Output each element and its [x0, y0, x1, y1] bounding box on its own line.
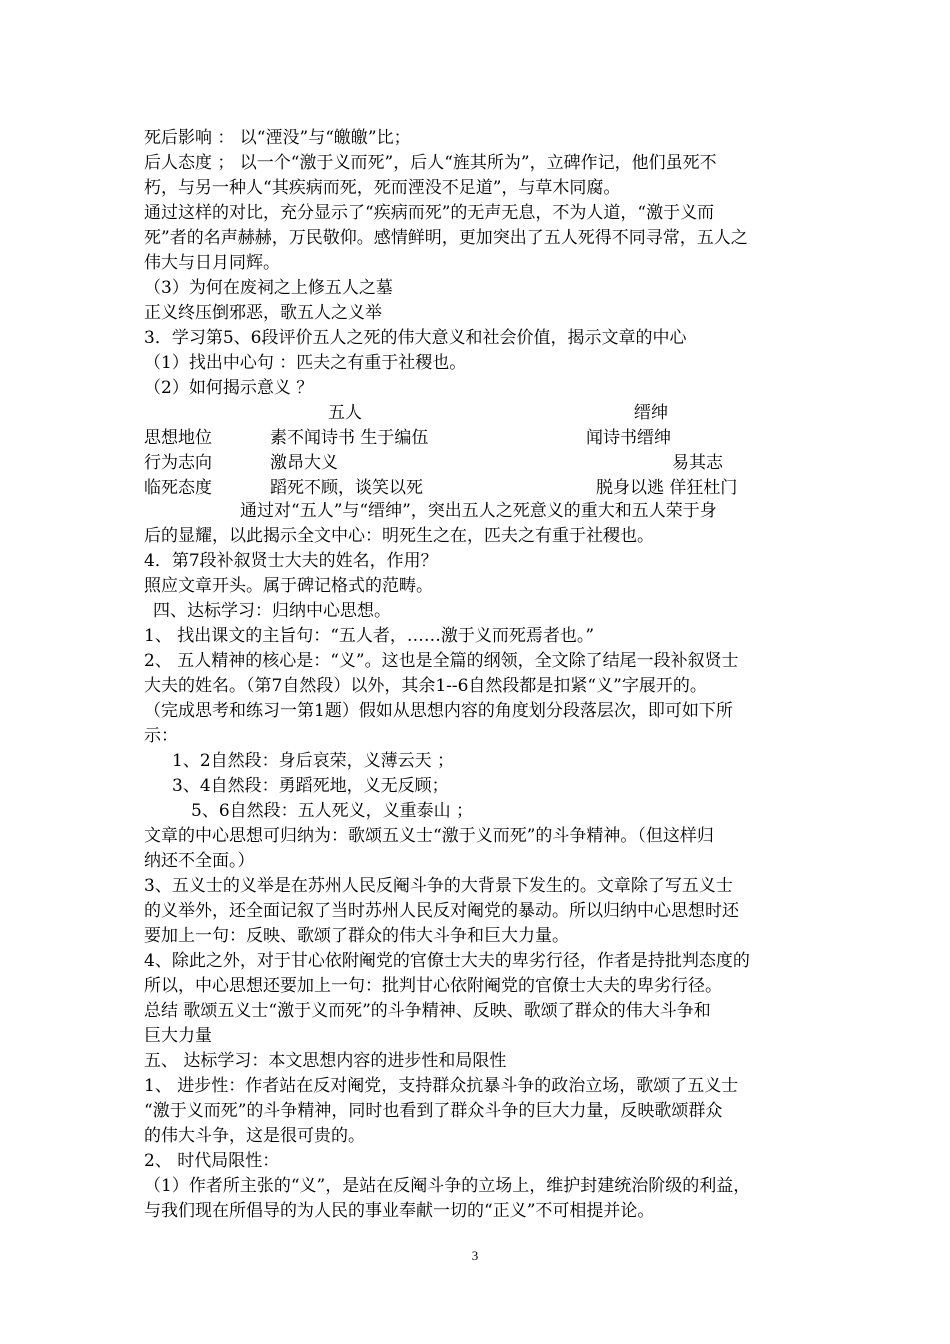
- table-cell: 素不闻诗书 生于编伍: [270, 428, 429, 448]
- text-line: （1）作者所主张的“义”，是站在反阉斗争的立场上，维护封建统治阶级的利益，: [144, 1176, 751, 1196]
- text-line: 4、除此之外，对于甘心依附阉党的官僚士大夫的卑劣行径，作者是持批判态度的: [144, 951, 750, 971]
- text-line: 通过对“五人”与“缙绅”，突出五人之死意义的重大和五人荣于身: [240, 501, 717, 521]
- table-header-wuren: 五人: [328, 403, 362, 423]
- table-header-jinshen: 缙绅: [634, 403, 668, 423]
- text-line: 3、五义士的义举是在苏州人民反阉斗争的大背景下发生的。文章除了写五义士: [144, 876, 733, 896]
- text-line: 2、 时代局限性：: [144, 1151, 280, 1171]
- text-line: 1、 进步性：作者站在反对阉党，支持群众抗暴斗争的政治立场，歌颂了五义士: [144, 1076, 739, 1096]
- text-line: 的伟大斗争，这是很可贵的。: [144, 1126, 365, 1146]
- text-line: 要加上一句：反映、歌颂了群众的伟大斗争和巨大力量。: [144, 926, 569, 946]
- text-line: 2、 五人精神的核心是：“义”。这也是全篇的纲领，全文除了结尾一段补叙贤士: [144, 651, 739, 671]
- text-line: 所以，中心思想还要加上一句：批判甘心依附阉党的官僚士大夫的卑劣行径。: [144, 976, 722, 996]
- table-cell: 易其志: [672, 453, 723, 473]
- text-line: 纳还不全面。）: [144, 851, 255, 871]
- text-line: 1、 找出课文的主旨句：“五人者，……激于义而死焉者也。”: [144, 626, 595, 646]
- list-item: 3、4自然段：勇蹈死地，义无反顾；: [172, 776, 449, 796]
- table-cell: 脱身以逃 佯狂杜门: [596, 478, 738, 498]
- text-line: 正义终压倒邪恶，歌五人之义举: [144, 303, 382, 323]
- table-row-label: 行为志向: [144, 453, 212, 473]
- table-cell: 激昂大义: [270, 453, 338, 473]
- comparison-table: [144, 401, 844, 501]
- text-line: 通过这样的对比，充分显示了“疾病而死”的无声无息，不为人道，“激于义而: [144, 203, 715, 223]
- text-line: （1）找出中心句 ：匹夫之有重于社稷也。: [144, 353, 467, 373]
- text-line: 死”者的名声赫赫，万民敬仰。感情鲜明，更加突出了五人死得不同寻常，五人之: [144, 228, 748, 248]
- table-row-label: 思想地位: [144, 428, 212, 448]
- table-cell: 闻诗书缙绅: [586, 428, 671, 448]
- text-line: 巨大力量: [144, 1026, 212, 1046]
- list-item: 1、2自然段：身后哀荣，义薄云天 ；: [172, 751, 455, 771]
- text-line: 朽，与另一种人“其疾病而死，死而湮没不足道”，与草木同腐。: [144, 178, 621, 198]
- text-line: 后人态度 ； 以一个“激于义而死”，后人“旌其所为”，立碑作记，他们虽死不: [144, 153, 717, 173]
- text-line: 总结 歌颂五义士“激于义而死”的斗争精神、反映、歌颂了群众的伟大斗争和: [144, 1001, 711, 1021]
- text-line: 死后影响 ： 以“湮没”与“皦皦”比；: [144, 128, 411, 148]
- table-row-label: 临死态度: [144, 478, 212, 498]
- text-line: 与我们现在所倡导的为人民的事业奉献一切的“正义”不可相提并论。: [144, 1201, 655, 1221]
- text-line: 文章的中心思想可归纳为：歌颂五义士“激于义而死”的斗争精神。（但这样归: [144, 826, 714, 846]
- text-line: 3．学习第5、6段评价五人之死的伟大意义和社会价值，揭示文章的中心: [144, 328, 687, 348]
- text-line: 后的显耀，以此揭示全文中心：明死生之在，匹夫之有重于社稷也。: [144, 526, 654, 546]
- list-item: 5、6自然段：五人死义，义重泰山 ；: [191, 801, 474, 821]
- section-heading: 五、 达标学习：本文思想内容的进步性和局限性: [144, 1051, 507, 1071]
- text-line: 示：: [144, 726, 178, 746]
- text-line: 的义举外，还全面记叙了当时苏州人民反对阉党的暴动。所以归纳中心思想时还: [144, 901, 739, 921]
- page-number: 3: [471, 1248, 479, 1263]
- text-line: （2）如何揭示意义 ？: [144, 378, 314, 398]
- text-line: “激于义而死”的斗争精神，同时也看到了群众斗争的巨大力量，反映歌颂群众: [144, 1101, 723, 1121]
- table-cell: 蹈死不顾，谈笑以死: [270, 478, 423, 498]
- text-line: 伟大与日月同辉。: [144, 253, 280, 273]
- section-heading: 四、达标学习：归纳中心思想。: [153, 601, 391, 621]
- text-line: 4．第7段补叙贤士大夫的姓名，作用？: [144, 551, 438, 571]
- text-line: 大夫的姓名。（第7自然段）以外，其余1--6自然段都是扣紧“义”字展开的。: [144, 676, 707, 696]
- text-line: 照应文章开头。属于碑记格式的范畴。: [144, 576, 433, 596]
- text-line: （3）为何在废祠之上修五人之墓: [144, 278, 393, 298]
- text-line: （完成思考和练习一第1题）假如从思想内容的角度划分段落层次，即可如下所: [144, 701, 733, 721]
